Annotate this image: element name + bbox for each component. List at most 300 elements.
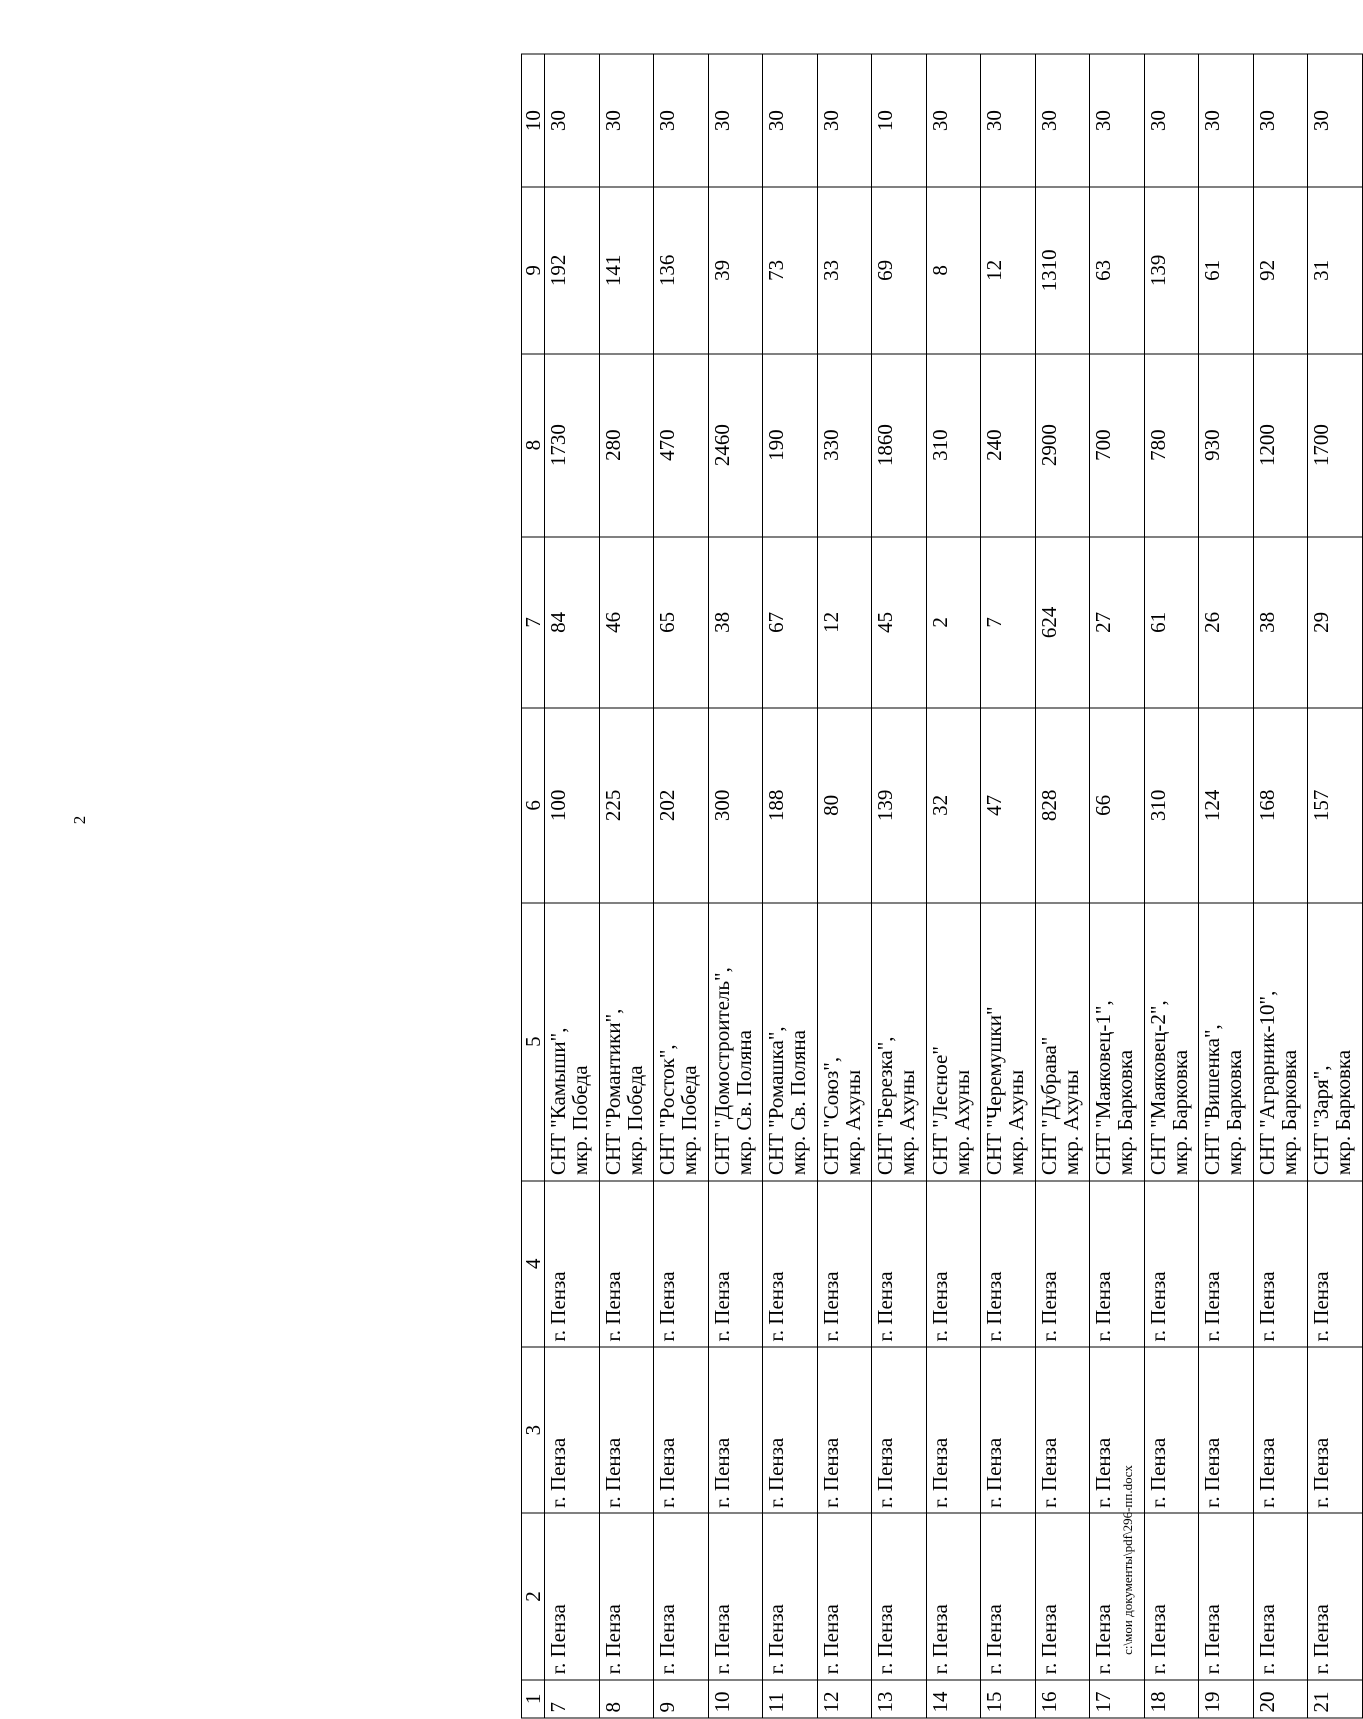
snt-name-cell <box>1253 903 1308 1181</box>
value-cell-7 <box>1090 537 1145 708</box>
region-cell-line: г. Пенза <box>1309 1604 1334 1675</box>
district-cell <box>817 1347 872 1513</box>
district-cell-line: г. Пенза <box>873 1437 898 1508</box>
value-cell-9-line: 141 <box>600 254 625 287</box>
table-row <box>817 54 872 1718</box>
region-cell-line: г. Пенза <box>764 1604 789 1675</box>
value-cell-6 <box>763 708 818 903</box>
row-number-cell-line: 21 <box>1309 1691 1334 1713</box>
value-cell-9-line: 92 <box>1254 259 1279 281</box>
row-number-cell <box>1308 1680 1363 1718</box>
value-cell-10-line: 30 <box>1091 110 1116 132</box>
snt-name-cell-line: СНТ "Черемушки" <box>982 1006 1007 1176</box>
settlement-cell <box>1199 1181 1254 1347</box>
value-cell-7 <box>926 537 981 708</box>
value-cell-10-line: 30 <box>927 110 952 132</box>
snt-name-cell-line: СНТ "Лесное" <box>927 1046 952 1176</box>
value-cell-6 <box>708 708 763 903</box>
column-header: 10 <box>522 54 545 187</box>
snt-name-cell <box>926 903 981 1181</box>
region-cell-line: г. Пенза <box>655 1604 680 1675</box>
snt-name-cell <box>817 903 872 1181</box>
snt-name-cell-line: СНТ "Маяковец-2", <box>1145 1000 1170 1176</box>
value-cell-10-line: 30 <box>546 110 571 132</box>
value-cell-6-line: 188 <box>764 789 789 822</box>
region-cell-line: г. Пенза <box>546 1604 571 1675</box>
value-cell-9-line: 73 <box>764 259 789 281</box>
value-cell-8-line: 780 <box>1145 429 1170 461</box>
value-cell-10 <box>981 54 1036 187</box>
value-cell-9-line: 8 <box>927 265 952 276</box>
snt-name-cell-line: СНТ "Маяковец-1", <box>1091 1000 1116 1176</box>
region-cell <box>708 1513 763 1679</box>
row-number-cell-line: 15 <box>982 1691 1007 1713</box>
settlement-cell <box>926 1181 981 1347</box>
region-cell <box>1199 1513 1254 1679</box>
district-cell-line: г. Пенза <box>1036 1437 1061 1508</box>
column-header: 6 <box>522 708 545 903</box>
row-number-cell-line: 16 <box>1036 1691 1061 1713</box>
value-cell-10-line: 30 <box>764 110 789 132</box>
value-cell-8 <box>545 354 600 537</box>
row-number-cell-line: 9 <box>655 1702 680 1713</box>
value-cell-8 <box>817 354 872 537</box>
value-cell-9 <box>1144 187 1199 353</box>
table-body <box>522 54 1363 1718</box>
value-cell-8 <box>1144 354 1199 537</box>
value-cell-8-line: 470 <box>655 429 680 461</box>
value-cell-6-line: 828 <box>1036 789 1061 822</box>
value-cell-9-line: 192 <box>546 254 571 287</box>
value-cell-7-line: 624 <box>1036 606 1061 639</box>
table-row <box>1090 54 1145 1718</box>
value-cell-7 <box>981 537 1036 708</box>
row-number-cell <box>599 1680 654 1718</box>
value-cell-6-line: 139 <box>873 789 898 822</box>
value-cell-8 <box>1035 354 1090 537</box>
value-cell-8-line: 1860 <box>873 424 898 467</box>
row-number-cell <box>817 1680 872 1718</box>
row-number-cell <box>1035 1680 1090 1718</box>
row-number-cell-line: 19 <box>1200 1691 1225 1713</box>
value-cell-9-line: 136 <box>655 254 680 287</box>
value-cell-7-line: 84 <box>546 611 571 633</box>
settlement-cell-line: г. Пенза <box>1091 1271 1116 1342</box>
settlement-cell-line: г. Пенза <box>1145 1271 1170 1342</box>
row-number-cell-line: 8 <box>600 1702 625 1713</box>
value-cell-8-line: 280 <box>600 429 625 461</box>
value-cell-10 <box>654 54 709 187</box>
value-cell-9-line: 139 <box>1145 254 1170 287</box>
value-cell-6-line: 47 <box>982 794 1007 816</box>
snt-name-cell <box>654 903 709 1181</box>
region-cell <box>1035 1513 1090 1679</box>
row-number-cell-line: 12 <box>818 1691 843 1713</box>
value-cell-9-line: 69 <box>873 259 898 281</box>
row-number-cell-line: 14 <box>927 1691 952 1713</box>
row-number-cell <box>708 1680 763 1718</box>
snt-name-cell <box>1035 903 1090 1181</box>
value-cell-8 <box>1253 354 1308 537</box>
value-cell-8-line: 310 <box>927 429 952 461</box>
column-header: 3 <box>522 1347 545 1513</box>
table-row <box>1035 54 1090 1718</box>
value-cell-10 <box>1144 54 1199 187</box>
value-cell-6-line: 202 <box>655 789 680 822</box>
value-cell-8-line: 240 <box>982 429 1007 461</box>
value-cell-9-line: 1310 <box>1036 249 1061 292</box>
value-cell-10-line: 30 <box>655 110 680 132</box>
settlement-cell-line: г. Пенза <box>1254 1271 1279 1342</box>
value-cell-6-line: 100 <box>546 789 571 822</box>
value-cell-10-line: 30 <box>1200 110 1225 132</box>
region-cell-line: г. Пенза <box>1091 1604 1116 1675</box>
value-cell-7 <box>708 537 763 708</box>
district-cell-line: г. Пенза <box>546 1437 571 1508</box>
value-cell-7-line: 38 <box>1254 611 1279 633</box>
value-cell-10 <box>708 54 763 187</box>
value-cell-10-line: 10 <box>873 110 898 132</box>
value-cell-9-line: 63 <box>1091 259 1116 281</box>
value-cell-8-line: 1700 <box>1309 424 1334 467</box>
value-cell-6 <box>817 708 872 903</box>
district-cell <box>1035 1347 1090 1513</box>
settlement-cell <box>599 1181 654 1347</box>
value-cell-7 <box>1253 537 1308 708</box>
snt-name-cell-line: мкр. Ахуны <box>1004 1069 1029 1176</box>
snt-name-cell <box>872 903 927 1181</box>
district-cell <box>1253 1347 1308 1513</box>
value-cell-7-line: 38 <box>709 611 734 633</box>
table-row <box>1308 54 1363 1718</box>
snt-name-cell-line: мкр. Св. Поляна <box>731 1030 756 1176</box>
settlement-cell <box>981 1181 1036 1347</box>
settlement-cell-line: г. Пенза <box>1309 1271 1334 1342</box>
data-table-container <box>521 54 1363 1719</box>
snt-name-cell-line: мкр. Ахуны <box>949 1069 974 1176</box>
value-cell-9-line: 12 <box>982 259 1007 281</box>
value-cell-10 <box>1308 54 1363 187</box>
value-cell-7-line: 61 <box>1145 611 1170 633</box>
settlement-cell <box>708 1181 763 1347</box>
snt-name-cell-line: СНТ "Росток", <box>655 1044 680 1176</box>
value-cell-7 <box>599 537 654 708</box>
snt-name-cell-line: мкр. Победа <box>568 1065 593 1176</box>
region-cell <box>654 1513 709 1679</box>
region-cell-line: г. Пенза <box>1200 1604 1225 1675</box>
value-cell-8-line: 1200 <box>1254 424 1279 467</box>
settlement-cell-line: г. Пенза <box>709 1271 734 1342</box>
column-header: 7 <box>522 537 545 708</box>
value-cell-6-line: 225 <box>600 789 625 822</box>
snt-name-cell-line: мкр. Барковка <box>1331 1049 1356 1176</box>
value-cell-6-line: 168 <box>1254 789 1279 822</box>
value-cell-6 <box>1253 708 1308 903</box>
district-cell-line: г. Пенза <box>655 1437 680 1508</box>
value-cell-8-line: 190 <box>764 429 789 461</box>
row-number-cell <box>1253 1680 1308 1718</box>
row-number-cell-line: 13 <box>873 1691 898 1713</box>
district-cell <box>654 1347 709 1513</box>
value-cell-10-line: 30 <box>1309 110 1334 132</box>
settlement-cell <box>763 1181 818 1347</box>
snt-name-cell-line: СНТ "Камыши", <box>546 1027 571 1176</box>
value-cell-9 <box>926 187 981 353</box>
value-cell-9 <box>545 187 600 353</box>
snt-name-cell-line: мкр. Ахуны <box>840 1069 865 1176</box>
value-cell-9 <box>1308 187 1363 353</box>
district-cell-line: г. Пенза <box>982 1437 1007 1508</box>
value-cell-10-line: 30 <box>1254 110 1279 132</box>
value-cell-10-line: 30 <box>709 110 734 132</box>
snt-name-cell-line: мкр. Ахуны <box>1058 1069 1083 1176</box>
value-cell-10 <box>1090 54 1145 187</box>
settlement-cell-line: г. Пенза <box>546 1271 571 1342</box>
row-number-cell-line: 11 <box>764 1692 789 1713</box>
snt-name-cell <box>545 903 600 1181</box>
settlement-cell <box>817 1181 872 1347</box>
snt-name-cell <box>763 903 818 1181</box>
column-header: 4 <box>522 1181 545 1347</box>
row-number-cell <box>1144 1680 1199 1718</box>
value-cell-8-line: 330 <box>818 429 843 461</box>
snt-name-cell-line: мкр. Барковка <box>1167 1049 1192 1176</box>
region-cell <box>1090 1513 1145 1679</box>
value-cell-7-line: 26 <box>1200 611 1225 633</box>
region-cell-line: г. Пенза <box>982 1604 1007 1675</box>
snt-name-cell <box>981 903 1036 1181</box>
value-cell-7 <box>1035 537 1090 708</box>
region-cell-line: г. Пенза <box>600 1604 625 1675</box>
value-cell-8 <box>1199 354 1254 537</box>
district-cell <box>872 1347 927 1513</box>
settlement-cell-line: г. Пенза <box>764 1271 789 1342</box>
value-cell-6 <box>654 708 709 903</box>
value-cell-6 <box>1199 708 1254 903</box>
table-header-row <box>522 54 545 1718</box>
page-number: 2 <box>70 815 89 825</box>
snt-name-cell <box>1199 903 1254 1181</box>
value-cell-7-line: 67 <box>764 611 789 633</box>
row-number-cell <box>1199 1680 1254 1718</box>
value-cell-10 <box>763 54 818 187</box>
value-cell-9 <box>599 187 654 353</box>
settlement-cell-line: г. Пенза <box>1200 1271 1225 1342</box>
table-row <box>981 54 1036 1718</box>
value-cell-7 <box>763 537 818 708</box>
snt-name-cell-line: СНТ "Заря", <box>1309 1065 1334 1176</box>
value-cell-8 <box>1090 354 1145 537</box>
table-row <box>1253 54 1308 1718</box>
snt-name-cell <box>1144 903 1199 1181</box>
settlement-cell-line: г. Пенза <box>600 1271 625 1342</box>
region-cell-line: г. Пенза <box>927 1604 952 1675</box>
region-cell-line: г. Пенза <box>873 1604 898 1675</box>
value-cell-9-line: 39 <box>709 259 734 281</box>
value-cell-7-line: 46 <box>600 611 625 633</box>
snt-name-cell <box>1090 903 1145 1181</box>
snt-name-cell-line: СНТ "Союз", <box>818 1056 843 1176</box>
settlement-cell-line: г. Пенза <box>655 1271 680 1342</box>
value-cell-8 <box>872 354 927 537</box>
region-cell <box>981 1513 1036 1679</box>
row-number-cell <box>763 1680 818 1718</box>
value-cell-10 <box>872 54 927 187</box>
value-cell-10 <box>926 54 981 187</box>
district-cell-line: г. Пенза <box>818 1437 843 1508</box>
value-cell-8 <box>708 354 763 537</box>
settlement-cell <box>1144 1181 1199 1347</box>
value-cell-6-line: 124 <box>1200 789 1225 822</box>
value-cell-8-line: 1730 <box>546 424 571 467</box>
value-cell-9 <box>817 187 872 353</box>
column-header: 8 <box>522 354 545 537</box>
district-cell-line: г. Пенза <box>600 1437 625 1508</box>
snt-name-cell-line: СНТ "Березка", <box>873 1036 898 1176</box>
value-cell-6 <box>599 708 654 903</box>
settlement-cell <box>1090 1181 1145 1347</box>
table-row <box>763 54 818 1718</box>
district-cell <box>1090 1347 1145 1513</box>
settlement-cell <box>1253 1181 1308 1347</box>
file-path: c:\мои документы\pdf\296-пп.docx <box>1120 1465 1135 1655</box>
value-cell-10 <box>1035 54 1090 187</box>
value-cell-6-line: 32 <box>927 794 952 816</box>
row-number-cell <box>545 1680 600 1718</box>
district-cell <box>1308 1347 1363 1513</box>
region-cell <box>926 1513 981 1679</box>
district-cell <box>1144 1347 1199 1513</box>
row-number-cell <box>981 1680 1036 1718</box>
value-cell-8-line: 700 <box>1091 429 1116 461</box>
snt-name-cell-line: мкр. Победа <box>677 1065 702 1176</box>
region-cell <box>763 1513 818 1679</box>
value-cell-7 <box>1199 537 1254 708</box>
value-cell-10 <box>817 54 872 187</box>
district-cell-line: г. Пенза <box>709 1437 734 1508</box>
row-number-cell <box>872 1680 927 1718</box>
district-cell-line: г. Пенза <box>927 1437 952 1508</box>
value-cell-10-line: 30 <box>818 110 843 132</box>
value-cell-6-line: 157 <box>1309 789 1334 822</box>
table-row <box>708 54 763 1718</box>
district-cell-line: г. Пенза <box>1254 1437 1279 1508</box>
settlement-cell <box>1308 1181 1363 1347</box>
value-cell-10 <box>1199 54 1254 187</box>
value-cell-10 <box>545 54 600 187</box>
value-cell-7-line: 7 <box>982 617 1007 628</box>
value-cell-9-line: 31 <box>1309 259 1334 281</box>
value-cell-9 <box>1199 187 1254 353</box>
table-row <box>1199 54 1254 1718</box>
value-cell-8-line: 2900 <box>1036 424 1061 467</box>
value-cell-9 <box>872 187 927 353</box>
value-cell-9 <box>654 187 709 353</box>
snt-name-cell-line: мкр. Барковка <box>1113 1049 1138 1176</box>
snt-name-cell-line: СНТ "Домостроитель", <box>709 967 734 1176</box>
column-header: 2 <box>522 1513 545 1679</box>
snt-name-cell <box>708 903 763 1181</box>
value-cell-7 <box>817 537 872 708</box>
snt-name-cell-line: мкр. Ахуны <box>895 1069 920 1176</box>
value-cell-6 <box>545 708 600 903</box>
value-cell-9-line: 61 <box>1200 259 1225 281</box>
district-cell <box>1199 1347 1254 1513</box>
value-cell-10-line: 30 <box>982 110 1007 132</box>
row-number-cell-line: 20 <box>1254 1691 1279 1713</box>
value-cell-10 <box>599 54 654 187</box>
region-cell-line: г. Пенза <box>1254 1604 1279 1675</box>
row-number-cell-line: 18 <box>1145 1691 1170 1713</box>
row-number-cell-line: 10 <box>709 1691 734 1713</box>
value-cell-8 <box>926 354 981 537</box>
value-cell-6 <box>981 708 1036 903</box>
row-number-cell <box>926 1680 981 1718</box>
region-cell-line: г. Пенза <box>818 1604 843 1675</box>
value-cell-9-line: 33 <box>818 259 843 281</box>
value-cell-6 <box>1308 708 1363 903</box>
table-row <box>926 54 981 1718</box>
region-cell <box>1253 1513 1308 1679</box>
region-cell-line: г. Пенза <box>1145 1604 1170 1675</box>
value-cell-6 <box>1035 708 1090 903</box>
value-cell-8 <box>1308 354 1363 537</box>
value-cell-8 <box>763 354 818 537</box>
value-cell-7 <box>872 537 927 708</box>
region-cell <box>1308 1513 1363 1679</box>
value-cell-6-line: 66 <box>1091 794 1116 816</box>
value-cell-7 <box>654 537 709 708</box>
settlement-cell <box>872 1181 927 1347</box>
value-cell-9 <box>1035 187 1090 353</box>
value-cell-8 <box>981 354 1036 537</box>
region-cell <box>817 1513 872 1679</box>
value-cell-7 <box>1144 537 1199 708</box>
value-cell-7 <box>1308 537 1363 708</box>
region-cell <box>1144 1513 1199 1679</box>
column-header: 9 <box>522 187 545 353</box>
value-cell-7-line: 45 <box>873 611 898 633</box>
column-header: 1 <box>522 1680 545 1718</box>
value-cell-7-line: 27 <box>1091 611 1116 633</box>
region-cell <box>545 1513 600 1679</box>
settlement-cell-line: г. Пенза <box>982 1271 1007 1342</box>
district-cell <box>763 1347 818 1513</box>
value-cell-8 <box>599 354 654 537</box>
district-cell-line: г. Пенза <box>1145 1437 1170 1508</box>
value-cell-6 <box>926 708 981 903</box>
region-cell-line: г. Пенза <box>709 1604 734 1675</box>
value-cell-10-line: 30 <box>1145 110 1170 132</box>
value-cell-9 <box>708 187 763 353</box>
settlement-cell <box>545 1181 600 1347</box>
district-cell-line: г. Пенза <box>1200 1437 1225 1508</box>
value-cell-10 <box>1253 54 1308 187</box>
region-cell-line: г. Пенза <box>1036 1604 1061 1675</box>
value-cell-10-line: 30 <box>1036 110 1061 132</box>
value-cell-7-line: 2 <box>927 617 952 628</box>
value-cell-9 <box>763 187 818 353</box>
value-cell-9 <box>1253 187 1308 353</box>
row-number-cell-line: 17 <box>1091 1691 1116 1713</box>
value-cell-6 <box>1090 708 1145 903</box>
district-cell-line: г. Пенза <box>1309 1437 1334 1508</box>
snt-name-cell-line: мкр. Барковка <box>1222 1049 1247 1176</box>
value-cell-9 <box>1090 187 1145 353</box>
district-cell <box>599 1347 654 1513</box>
snt-name-cell <box>599 903 654 1181</box>
district-cell-line: г. Пенза <box>1091 1437 1116 1508</box>
